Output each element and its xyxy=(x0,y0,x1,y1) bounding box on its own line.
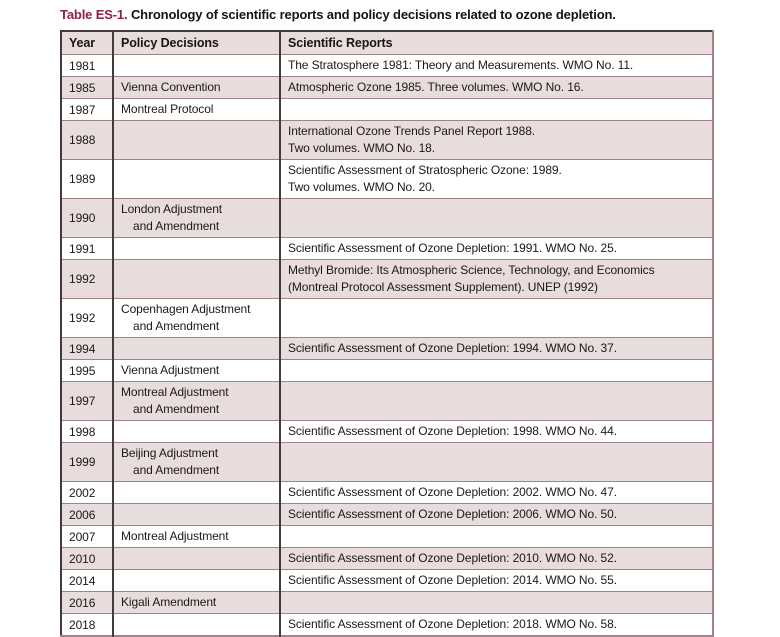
cell-line: and Amendment xyxy=(133,319,220,333)
cell-line: (Montreal Protocol Assessment Supplement). UNEP (1992) xyxy=(288,280,598,294)
policy-decision-cell xyxy=(113,570,280,592)
policy-decision-cell xyxy=(113,443,280,482)
scientific-report-cell xyxy=(280,77,713,99)
scientific-report-cell xyxy=(280,199,713,238)
scientific-report-cell xyxy=(280,421,713,443)
year-cell: 1998 xyxy=(61,421,113,443)
scientific-report-cell xyxy=(280,526,713,548)
table-row xyxy=(61,482,713,504)
cell-line: Vienna Adjustment xyxy=(121,363,220,377)
cell-line: Two volumes. WMO No. 18. xyxy=(288,141,435,155)
cell-line: and Amendment xyxy=(133,402,220,416)
table-row xyxy=(61,199,713,238)
table-row xyxy=(61,443,713,482)
scientific-report-cell xyxy=(280,160,713,199)
policy-decision-cell xyxy=(113,99,280,121)
policy-decision-cell xyxy=(113,77,280,99)
cell-line: Scientific Assessment of Ozone Depletion: 2006. WMO No. 50. xyxy=(288,507,617,521)
scientific-report-cell xyxy=(280,570,713,592)
year-cell: 1997 xyxy=(61,382,113,421)
scientific-report-cell xyxy=(280,99,713,121)
header-row xyxy=(61,31,713,55)
scientific-report-cell xyxy=(280,121,713,160)
scientific-report-cell xyxy=(280,443,713,482)
scientific-report-cell xyxy=(280,338,713,360)
policy-decision-cell xyxy=(113,592,280,614)
year-cell: 1994 xyxy=(61,338,113,360)
year-cell: 2007 xyxy=(61,526,113,548)
table-row xyxy=(61,260,713,299)
policy-decision-cell xyxy=(113,55,280,77)
policy-decision-cell xyxy=(113,260,280,299)
cell-line: Methyl Bromide: Its Atmospheric Science, Technology, and Economics xyxy=(288,263,655,277)
column-header-year: Year xyxy=(61,31,113,55)
scientific-report-cell xyxy=(280,614,713,637)
year-cell: 1989 xyxy=(61,160,113,199)
policy-decision-cell xyxy=(113,482,280,504)
table-title-text: Chronology of scientific reports and policy decisions related to ozone depletion. xyxy=(130,7,616,22)
cell-line: Scientific Assessment of Ozone Depletion: 1998. WMO No. 44. xyxy=(288,424,617,438)
table-row xyxy=(61,592,713,614)
table-row xyxy=(61,548,713,570)
policy-decision-cell xyxy=(113,199,280,238)
cell-line: Montreal Adjustment xyxy=(121,385,229,399)
year-cell: 1985 xyxy=(61,77,113,99)
year-cell: 1995 xyxy=(61,360,113,382)
year-cell: 1990 xyxy=(61,199,113,238)
year-cell: 2002 xyxy=(61,482,113,504)
table-row xyxy=(61,614,713,637)
policy-decision-cell xyxy=(113,421,280,443)
year-cell: 2018 xyxy=(61,614,113,637)
year-cell: 1999 xyxy=(61,443,113,482)
table-row xyxy=(61,299,713,338)
table-row xyxy=(61,338,713,360)
table-title xyxy=(60,7,780,23)
table-row xyxy=(61,382,713,421)
scientific-report-cell xyxy=(280,260,713,299)
year-cell: 1992 xyxy=(61,260,113,299)
cell-line: Montreal Adjustment xyxy=(121,529,229,543)
table-row xyxy=(61,570,713,592)
policy-decision-cell xyxy=(113,338,280,360)
year-cell: 2006 xyxy=(61,504,113,526)
cell-line: Two volumes. WMO No. 20. xyxy=(288,180,435,194)
policy-decision-cell xyxy=(113,299,280,338)
cell-line: and Amendment xyxy=(133,463,220,477)
table-row xyxy=(61,99,713,121)
cell-line: Atmospheric Ozone 1985. Three volumes. WMO No. 16. xyxy=(288,80,584,94)
cell-line: Beijing Adjustment xyxy=(121,446,218,460)
table-row xyxy=(61,238,713,260)
policy-decision-cell xyxy=(113,121,280,160)
cell-line: Copenhagen Adjustment xyxy=(121,302,251,316)
cell-line: Scientific Assessment of Ozone Depletion: 1994. WMO No. 37. xyxy=(288,341,617,355)
cell-line: Scientific Assessment of Ozone Depletion: 2014. WMO No. 55. xyxy=(288,573,617,587)
cell-line: The Stratosphere 1981: Theory and Measurements. WMO No. 11. xyxy=(288,58,634,72)
table-row xyxy=(61,160,713,199)
table-row xyxy=(61,77,713,99)
policy-decision-cell xyxy=(113,238,280,260)
year-cell: 2014 xyxy=(61,570,113,592)
cell-line: Scientific Assessment of Ozone Depletion: 2002. WMO No. 47. xyxy=(288,485,617,499)
cell-line: Vienna Convention xyxy=(121,80,221,94)
scientific-report-cell xyxy=(280,55,713,77)
policy-decision-cell xyxy=(113,614,280,637)
table-row xyxy=(61,121,713,160)
cell-line: International Ozone Trends Panel Report 1988. xyxy=(288,124,535,138)
chronology-table xyxy=(60,30,714,637)
table-title-label: Table ES-1. xyxy=(60,7,128,22)
cell-line: London Adjustment xyxy=(121,202,223,216)
cell-line: Montreal Protocol xyxy=(121,102,214,116)
policy-decision-cell xyxy=(113,526,280,548)
cell-line: Scientific Assessment of Ozone Depletion: 2010. WMO No. 52. xyxy=(288,551,617,565)
table-row xyxy=(61,504,713,526)
scientific-report-cell xyxy=(280,299,713,338)
cell-line: Scientific Assessment of Stratospheric Ozone: 1989. xyxy=(288,163,562,177)
table-body xyxy=(61,55,713,637)
scientific-report-cell xyxy=(280,482,713,504)
policy-decision-cell xyxy=(113,504,280,526)
scientific-report-cell xyxy=(280,592,713,614)
scientific-report-cell xyxy=(280,504,713,526)
column-header-scientific-reports: Scientific Reports xyxy=(280,31,713,55)
scientific-report-cell xyxy=(280,548,713,570)
table-row xyxy=(61,526,713,548)
cell-line: Scientific Assessment of Ozone Depletion: 2018. WMO No. 58. xyxy=(288,617,617,631)
scientific-report-cell xyxy=(280,360,713,382)
year-cell: 2016 xyxy=(61,592,113,614)
year-cell: 2010 xyxy=(61,548,113,570)
table-row xyxy=(61,421,713,443)
year-cell: 1981 xyxy=(61,55,113,77)
cell-line: and Amendment xyxy=(133,219,220,233)
column-header-policy-decisions: Policy Decisions xyxy=(113,31,280,55)
policy-decision-cell xyxy=(113,160,280,199)
year-cell: 1987 xyxy=(61,99,113,121)
year-cell: 1992 xyxy=(61,299,113,338)
table-row xyxy=(61,360,713,382)
year-cell: 1988 xyxy=(61,121,113,160)
scientific-report-cell xyxy=(280,382,713,421)
table-header xyxy=(61,31,713,55)
cell-line: Kigali Amendment xyxy=(121,595,217,609)
table-row xyxy=(61,55,713,77)
policy-decision-cell xyxy=(113,360,280,382)
year-cell: 1991 xyxy=(61,238,113,260)
policy-decision-cell xyxy=(113,548,280,570)
scientific-report-cell xyxy=(280,238,713,260)
policy-decision-cell xyxy=(113,382,280,421)
cell-line: Scientific Assessment of Ozone Depletion: 1991. WMO No. 25. xyxy=(288,241,617,255)
